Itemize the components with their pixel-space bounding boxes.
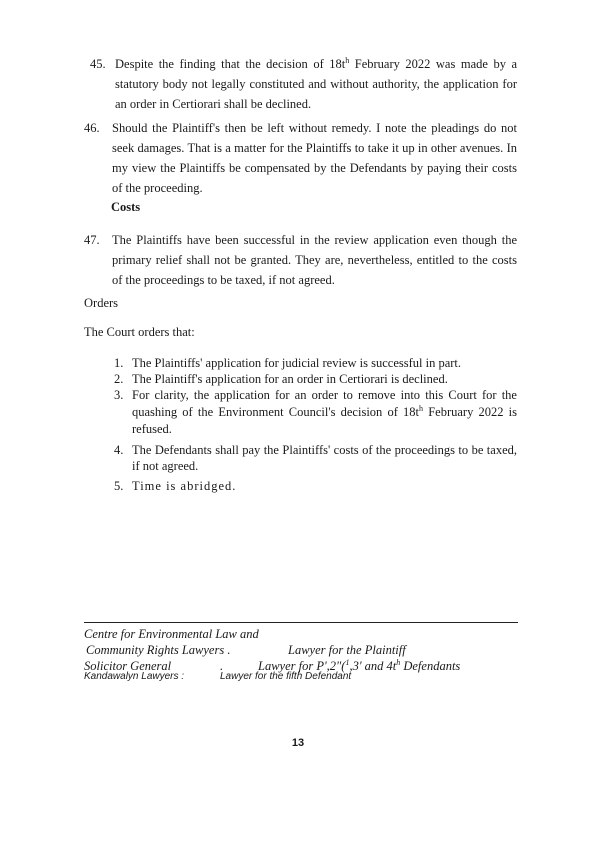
order-text-part: For clarity, the application for an order to remove into this Court for the quashing of the Environment Council's decision of 18t [132,388,517,419]
order-text: The Defendants shall pay the Plaintiffs' costs of the proceedings to be taxed, if not agreed. [132,443,517,473]
ordinal-superscript: h [345,55,350,65]
order-number: 2. [114,372,124,386]
paragraph-45 [84,54,517,114]
footer-text-part: ,3' and 4t [349,659,397,673]
order-number: 4. [114,443,124,457]
order-item [84,442,517,474]
page-number: 13 [291,737,305,749]
paragraph-number: 47. [84,233,100,247]
order-number: 3. [114,388,124,402]
order-text-part: February 2022 is refused. [132,405,518,436]
footer-superscript: h [396,657,401,667]
orders-list [84,355,517,494]
footer-counsel-dot: . [220,659,224,673]
footer-counsel-plaintiff-firm: Community Rights Lawyers . [86,643,231,657]
order-item [84,478,517,494]
footer-divider [84,622,518,623]
order-text: The Plaintiffs' application for judicial review is successful in part. [132,356,462,370]
footer-text-part: Defendants [400,659,461,673]
order-text: The Plaintiff's application for an order in Certiorari is declined. [132,372,448,386]
orders-heading: Orders [84,296,119,310]
footer-text-part: Lawyer for P',2"( [258,659,346,673]
costs-heading: Costs [111,200,141,214]
footer-superscript: 1 [345,657,350,667]
order-text [132,388,517,436]
order-item [84,355,517,371]
footer-counsel-fifth-role: Lawyer for the fifth Defendant [220,671,352,682]
footer-counsel-plaintiff-role: Lawyer for the Plaintiff [288,643,406,657]
footer-counsel-defendants-firm: Solicitor General [84,659,172,673]
paragraph-text-part: Despite the finding that the decision of 18t [115,57,346,71]
paragraph-text [115,54,517,114]
paragraph-text: The Plaintiffs have been successful in the review application even though the primary relief shall not be granted. They are, nevertheless, entitled to the costs of the proceedings to be taxed, if not agreed. [112,233,517,287]
paragraph-46 [84,118,517,198]
court-orders-intro: The Court orders that: [84,325,195,339]
paragraph-number: 45. [90,57,106,71]
order-number: 5. [114,479,124,493]
order-text: Time is abridged. [132,479,237,493]
footer-counsel-fifth-firm: Kandawalyn Lawyers : [84,671,185,682]
footer-counsel-line-1: Centre for Environmental Law and [84,627,259,641]
order-item [84,387,517,438]
paragraph-47 [84,230,517,290]
paragraph-number: 46. [84,121,100,135]
paragraph-text: Should the Plaintiff's then be left without remedy. I note the pleadings do not seek damages. That is a matter for the Plaintiffs to take it up in other avenues. In my view the Plaintiffs be compensated by the Defendants by paying their costs of the proceeding. [112,121,517,195]
ordinal-superscript: h [419,403,424,413]
order-number: 1. [114,356,124,370]
paragraph-text-part: February 2022 was made by a statutory body not legally constituted and without authority, the application for an order in Certiorari shall be declined. [115,57,518,111]
order-item [84,371,517,387]
